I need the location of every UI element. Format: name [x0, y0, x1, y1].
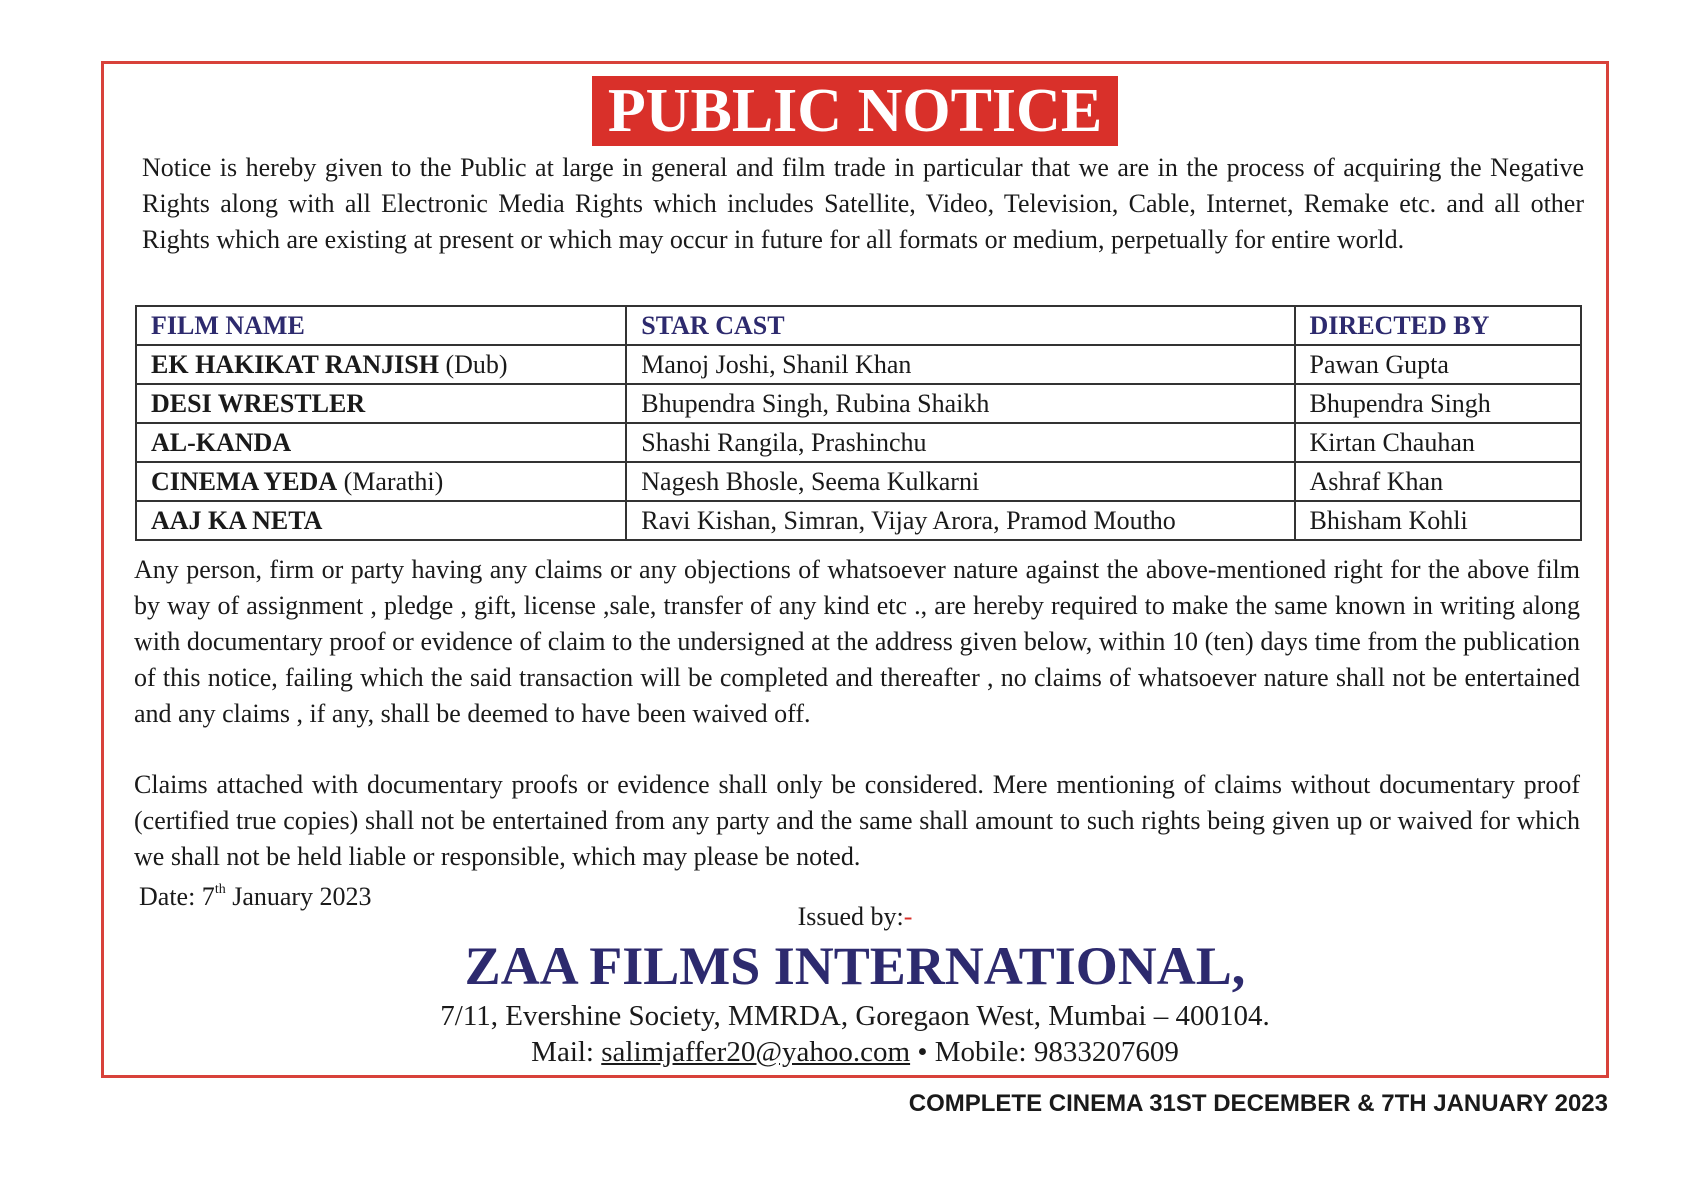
film-name: AAJ KA NETA — [151, 505, 323, 535]
director-cell: Pawan Gupta — [1295, 345, 1581, 384]
director-cell: Ashraf Khan — [1295, 462, 1581, 501]
star-cast-cell: Shashi Rangila, Prashinchu — [626, 423, 1294, 462]
director-cell: Bhupendra Singh — [1295, 384, 1581, 423]
star-cast-cell: Bhupendra Singh, Rubina Shaikh — [626, 384, 1294, 423]
date-rest: January 2023 — [225, 882, 372, 911]
star-cast-cell: Nagesh Bhosle, Seema Kulkarni — [626, 462, 1294, 501]
film-name-cell — [136, 423, 626, 462]
director-cell: Kirtan Chauhan — [1295, 423, 1581, 462]
table-header-row — [136, 306, 1581, 345]
film-name-cell — [136, 462, 626, 501]
claims-paragraph-2: Claims attached with documentary proofs or evidence shall only be considered. Mere mentioning of claims without documentary proof (certified true copies) shall not be entertained from any party and the same shall amount to such rights being given up or waived for which we shall not be held liable or responsible, which may please be noted. — [134, 770, 1580, 871]
header-directed-by: DIRECTED BY — [1295, 306, 1581, 345]
contact-separator: • — [910, 1036, 935, 1068]
date-ordinal: th — [214, 882, 226, 897]
company-name: ZAA FILMS INTERNATIONAL, — [464, 936, 1246, 996]
film-name-cell — [136, 345, 626, 384]
film-table — [135, 305, 1582, 541]
mobile-number: 9833207609 — [1033, 1036, 1179, 1068]
mail-label: Mail: — [531, 1036, 602, 1068]
table-row — [136, 462, 1581, 501]
table-row — [136, 384, 1581, 423]
issued-by-label: Issued by: — [797, 902, 904, 931]
film-name-cell — [136, 384, 626, 423]
notice-frame — [101, 61, 1609, 1078]
company-address: 7/11, Evershine Society, MMRDA, Goregaon West, Mumbai – 400104. — [440, 1000, 1270, 1032]
issued-by-dash: - — [903, 902, 913, 931]
intro-paragraph: Notice is hereby given to the Public at large in general and film trade in particular that we are in the process of acquiring the Negative Rights along with all Electronic Media Rights which includes Satellite, Video, Television, Cable, Internet, Remake etc. and all other Rights which are existing at present or which may occur in future for all formats or medium, perpetually for entire world. — [142, 153, 1584, 254]
notice-title: PUBLIC NOTICE — [592, 76, 1118, 146]
film-name: AL-KANDA — [151, 427, 292, 457]
film-note: (Dub) — [438, 349, 508, 379]
issued-by — [104, 902, 1606, 932]
mobile-label: Mobile: — [934, 1036, 1034, 1068]
film-name-cell — [136, 501, 626, 540]
film-name: EK HAKIKAT RANJISH — [151, 349, 439, 379]
star-cast-cell: Manoj Joshi, Shanil Khan — [626, 345, 1294, 384]
title-wrap — [104, 76, 1606, 146]
table-row — [136, 423, 1581, 462]
table-row — [136, 501, 1581, 540]
table-row — [136, 345, 1581, 384]
email-link[interactable]: salimjaffer20@yahoo.com — [601, 1036, 911, 1068]
director-cell: Bhisham Kohli — [1295, 501, 1581, 540]
header-star-cast: STAR CAST — [626, 306, 1294, 345]
film-name: DESI WRESTLER — [151, 388, 366, 418]
header-film-name: FILM NAME — [136, 306, 626, 345]
film-note: (Marathi) — [337, 466, 444, 496]
film-name: CINEMA YEDA — [151, 466, 338, 496]
star-cast-cell: Ravi Kishan, Simran, Vijay Arora, Pramod Moutho — [626, 501, 1294, 540]
claims-paragraph-1: Any person, firm or party having any claims or any objections of whatsoever nature against the above-mentioned right for the above film by way of assignment , pledge , gift, license ,sale, transfer of any kind etc ., are hereby required to make the same known in writing along with documentary proof or evidence of claim to the undersigned at the address given below, within 10 (ten) days time from the publication of this notice, failing which the said transaction will be completed and thereafter , no claims of whatsoever nature shall not be entertained and any claims , if any, shall be deemed to have been waived off. — [134, 555, 1580, 728]
publication-footer: COMPLETE CINEMA 31ST DECEMBER & 7TH JANUARY 2023 — [908, 1090, 1608, 1117]
company-contact — [104, 1036, 1606, 1069]
date-prefix: Date: 7 — [139, 882, 215, 911]
